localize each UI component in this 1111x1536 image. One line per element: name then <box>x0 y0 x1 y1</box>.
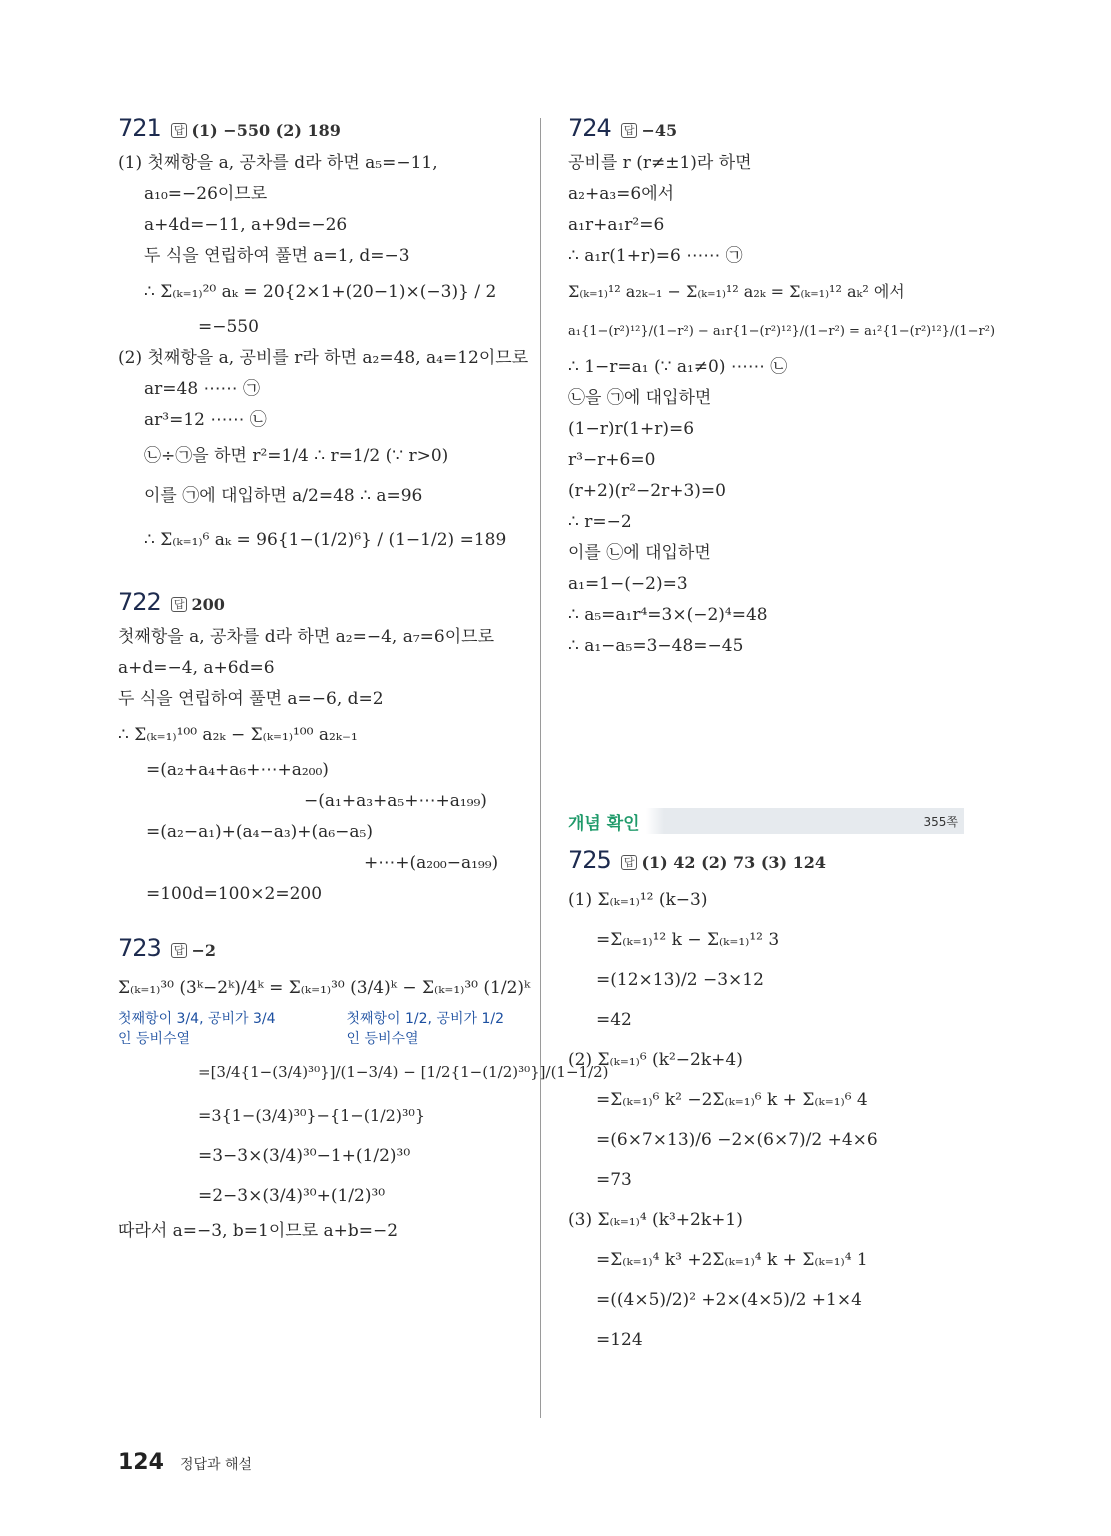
section-bar <box>568 808 964 834</box>
annotation-notes <box>118 1008 508 1048</box>
section-title: 개념 확인 <box>568 813 640 834</box>
solution-line: =Σ₍ₖ₌₁₎⁴ k³ +2Σ₍ₖ₌₁₎⁴ k + Σ₍ₖ₌₁₎⁴ 1 <box>596 1250 868 1270</box>
problem-number: 722 <box>118 588 161 616</box>
solution-line: (r+2)(r²−2r+3)=0 <box>568 481 726 501</box>
solution-line: =3{1−(3/4)³⁰}−{1−(1/2)³⁰} <box>198 1106 426 1125</box>
solution-line: (2) 첫째항을 a, 공비를 r라 하면 a₂=48, a₄=12이므로 <box>118 348 529 368</box>
solution-line: a₂+a₃=6에서 <box>568 184 675 204</box>
solution-line: (1) Σ₍ₖ₌₁₎¹² (k−3) <box>568 890 708 910</box>
solution-line: (1−r)r(1+r)=6 <box>568 419 695 439</box>
solution-line: −(a₁+a₃+a₅+⋯+a₁₉₉) <box>304 791 487 811</box>
annotation-note: 첫째항이 3/4, 공비가 3/4 <box>118 1011 276 1027</box>
solution-line: 두 식을 연립하여 풀면 a=1, d=−3 <box>144 246 410 266</box>
solution-line: ㉡을 ㉠에 대입하면 <box>568 388 712 408</box>
solution-line: =(a₂−a₁)+(a₄−a₃)+(a₆−a₅) <box>146 822 373 842</box>
problem-725-header <box>568 846 968 880</box>
solution-line: =2−3×(3/4)³⁰+(1/2)³⁰ <box>198 1186 386 1206</box>
solution-line: =(a₂+a₄+a₆+⋯+a₂₀₀) <box>146 760 329 780</box>
solution-line: ∴ Σ₍ₖ₌₁₎¹⁰⁰ a₂ₖ − Σ₍ₖ₌₁₎¹⁰⁰ a₂ₖ₋₁ <box>118 725 358 745</box>
problem-721-header <box>118 114 518 148</box>
problem-number: 724 <box>568 114 611 142</box>
solution-line: +⋯+(a₂₀₀−a₁₉₉) <box>364 853 499 873</box>
solution-line: ∴ Σ₍ₖ₌₁₎⁶ aₖ = 96{1−(1/2)⁶} / (1−1/2) =189 <box>144 530 507 550</box>
section-page-ref: 355쪽 <box>923 814 958 829</box>
solution-line: =3−3×(3/4)³⁰−1+(1/2)³⁰ <box>198 1146 411 1166</box>
solution-line: a₁{1−(r²)¹²}/(1−r²) − a₁r{1−(r²)¹²}/(1−r²) = a₁²{1−(r²)¹²}/(1−r²) <box>568 324 996 339</box>
answer-badge: 답 <box>171 597 188 612</box>
solution-line: (3) Σ₍ₖ₌₁₎⁴ (k³+2k+1) <box>568 1210 743 1230</box>
problem-724-header <box>568 114 968 148</box>
solution-line: Σ₍ₖ₌₁₎³⁰ (3ᵏ−2ᵏ)/4ᵏ = Σ₍ₖ₌₁₎³⁰ (3/4)ᵏ − Σ₍ₖ₌₁₎³⁰ (1/2)ᵏ <box>118 978 531 998</box>
solution-line: =42 <box>596 1010 632 1030</box>
solution-line: =(6×7×13)/6 −2×(6×7)/2 +4×6 <box>596 1130 878 1150</box>
solution-line: ar³=12 ⋯⋯ ㉡ <box>144 410 267 430</box>
solution-line: ar=48 ⋯⋯ ㉠ <box>144 379 260 399</box>
solution-line: 두 식을 연립하여 풀면 a=−6, d=2 <box>118 689 384 709</box>
answer-text: −2 <box>191 941 216 960</box>
solution-line: =Σ₍ₖ₌₁₎⁶ k² −2Σ₍ₖ₌₁₎⁶ k + Σ₍ₖ₌₁₎⁶ 4 <box>596 1090 868 1110</box>
problem-722-header <box>118 588 518 622</box>
solution-line: =(12×13)/2 −3×12 <box>596 970 764 990</box>
problem-number: 721 <box>118 114 161 142</box>
answer-text: −45 <box>641 121 678 140</box>
solution-line: ∴ r=−2 <box>568 512 632 532</box>
solution-line: =Σ₍ₖ₌₁₎¹² k − Σ₍ₖ₌₁₎¹² 3 <box>596 930 780 950</box>
page-number: 124 <box>118 1450 164 1475</box>
solution-line: =124 <box>596 1330 643 1350</box>
answer-badge: 답 <box>171 123 188 138</box>
solution-line: ∴ a₁−a₅=3−48=−45 <box>568 636 744 656</box>
answer-badge: 답 <box>621 855 638 870</box>
solution-line: a₁r+a₁r²=6 <box>568 215 665 235</box>
column-divider <box>540 118 541 1418</box>
answer-badge: 답 <box>171 943 188 958</box>
problem-number: 725 <box>568 846 611 874</box>
solution-line: ∴ a₁r(1+r)=6 ⋯⋯ ㉠ <box>568 246 743 266</box>
solution-line: 공비를 r (r≠±1)라 하면 <box>568 153 752 173</box>
solution-line: ∴ Σ₍ₖ₌₁₎²⁰ aₖ = 20{2×1+(20−1)×(−3)} / 2 <box>144 282 497 302</box>
page-footer <box>118 1450 252 1475</box>
solution-line: ㉡÷㉠을 하면 r²=1/4 ∴ r=1/2 (∵ r>0) <box>144 446 449 466</box>
solution-line: ∴ 1−r=a₁ (∵ a₁≠0) ⋯⋯ ㉡ <box>568 357 788 377</box>
solution-line: 첫째항을 a, 공차를 d라 하면 a₂=−4, a₇=6이므로 <box>118 627 494 647</box>
solution-line: (2) Σ₍ₖ₌₁₎⁶ (k²−2k+4) <box>568 1050 743 1070</box>
right-column <box>568 112 996 662</box>
solution-line: a₁₀=−26이므로 <box>144 184 268 204</box>
solution-line: a₁=1−(−2)=3 <box>568 574 688 594</box>
solution-line: ∴ a₅=a₁r⁴=3×(−2)⁴=48 <box>568 605 768 625</box>
problem-number: 723 <box>118 934 161 962</box>
annotation-note: 인 등비수열 <box>118 1031 191 1047</box>
footer-label: 정답과 해설 <box>179 1457 253 1473</box>
solution-line: a+d=−4, a+6d=6 <box>118 658 275 678</box>
solution-line: =((4×5)/2)² +2×(4×5)/2 +1×4 <box>596 1290 862 1310</box>
solution-line: =[3/4{1−(3/4)³⁰}]/(1−3/4) − [1/2{1−(1/2)³⁰}]/(1−1/2) <box>198 1063 609 1081</box>
solution-line: =100d=100×2=200 <box>146 884 323 904</box>
problem-723-header <box>118 934 518 968</box>
answer-badge: 답 <box>621 123 638 138</box>
solution-line: r³−r+6=0 <box>568 450 656 470</box>
solution-line: a+4d=−11, a+9d=−26 <box>144 215 348 235</box>
solution-line: Σ₍ₖ₌₁₎¹² a₂ₖ₋₁ − Σ₍ₖ₌₁₎¹² a₂ₖ = Σ₍ₖ₌₁₎¹² aₖ² 에서 <box>568 282 905 301</box>
problem-725 <box>568 844 968 1360</box>
annotation-note: 인 등비수열 <box>346 1031 419 1047</box>
answer-text: 200 <box>191 595 225 614</box>
solution-line: (1) 첫째항을 a, 공차를 d라 하면 a₅=−11, <box>118 153 438 173</box>
solution-line: 따라서 a=−3, b=1이므로 a+b=−2 <box>118 1221 399 1241</box>
solution-line: =−550 <box>198 317 259 337</box>
solution-line: =73 <box>596 1170 632 1190</box>
answer-text: (1) 42 (2) 73 (3) 124 <box>641 853 827 872</box>
solution-line: 이를 ㉡에 대입하면 <box>568 543 711 563</box>
answer-text: (1) −550 (2) 189 <box>191 121 341 140</box>
annotation-note: 첫째항이 1/2, 공비가 1/2 <box>346 1011 504 1027</box>
solution-line: 이를 ㉠에 대입하면 a/2=48 ∴ a=96 <box>144 486 423 506</box>
